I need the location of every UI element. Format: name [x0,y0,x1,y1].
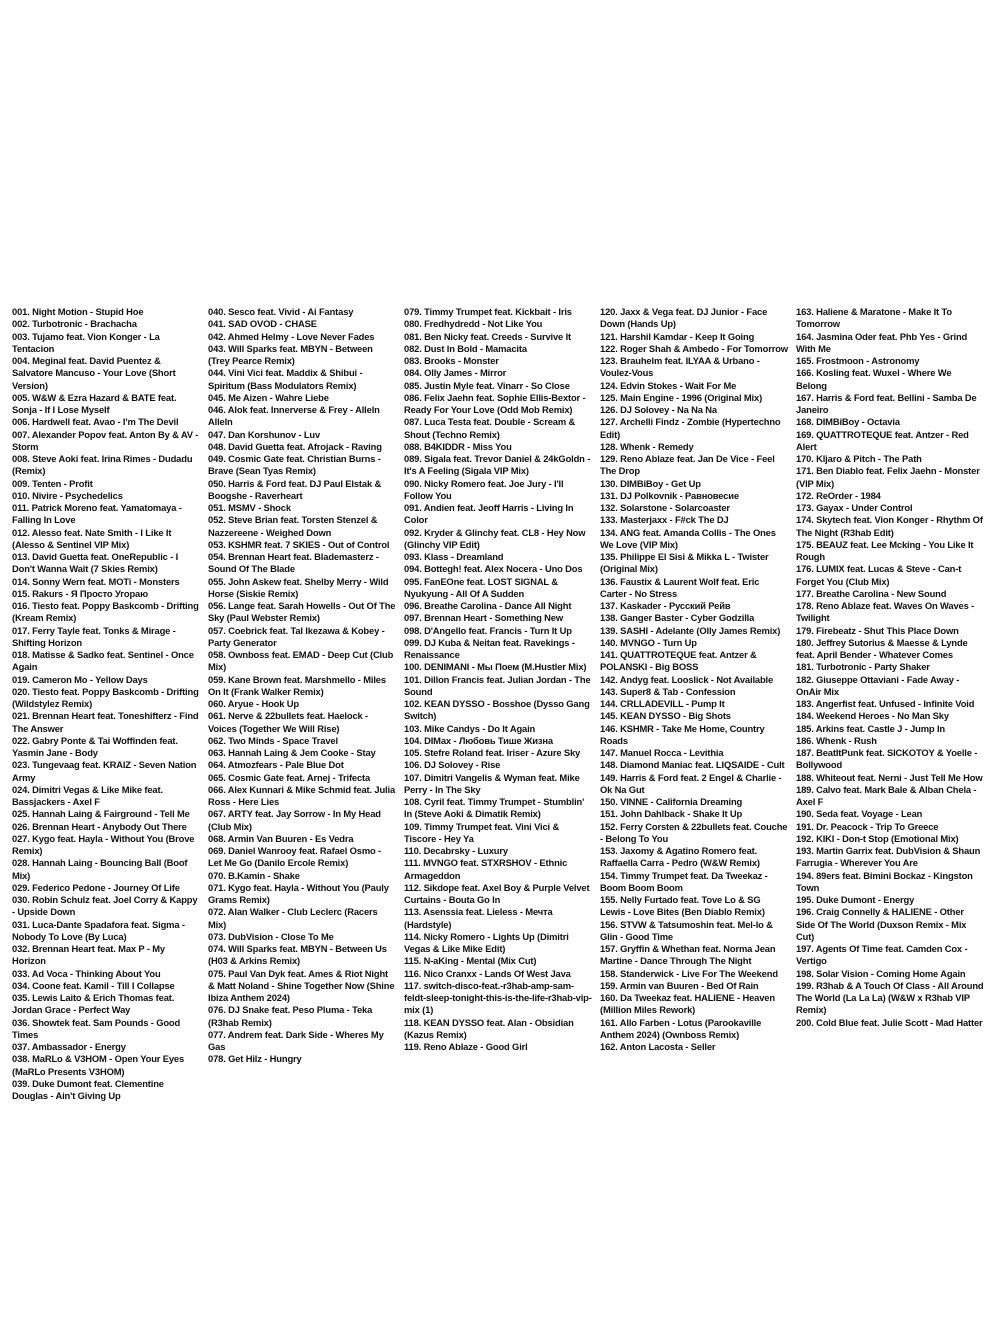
track-entry: 074. Will Sparks feat. MBYN - Between Us (H03 & Arkins Remix) [208,943,387,967]
track-entry: 121. Harshil Kamdar - Keep It Going [600,330,755,342]
track-entry: 107. Dimitri Vangelis & Wyman feat. Mike Perry - In The Sky [404,771,580,795]
track-entry: 054. Brennan Heart feat. Blademasterz - Sound Of The Blade [208,551,379,575]
track-entry: 120. Jaxx & Vega feat. DJ Junior - Face Down (Hands Up) [600,306,768,330]
track-entry: 037. Ambassador - Energy [12,1041,126,1052]
track-entry: 077. Andrem feat. Dark Side - Wheres My Gas [208,1028,384,1052]
track-entry: 190. Seda feat. Voyage - Lean [796,808,923,820]
track-entry: 010. Nivire - Psychedelics [12,489,123,501]
track-entry: 126. DJ Solovey - Na Na Na [600,404,717,415]
track-entry: 136. Faustix & Laurent Wolf feat. Eric Carter - No Stress [600,575,760,599]
track-entry: 066. Alex Kunnari & Mike Schmid feat. Julia Ross - Here Lies [208,783,396,807]
track-entry: 015. Rakurs - Я Просто Угораю [12,587,148,599]
track-entry: 151. John Dahlback - Shake It Up [600,808,743,820]
track-entry: 185. Arkins feat. Castle J - Jump In [796,722,945,734]
track-entry: 084. Olly James - Mirror [404,367,507,379]
track-entry: 191. Dr. Peacock - Trip To Greece [796,820,939,832]
track-entry: 016. Tiesto feat. Poppy Baskcomb - Drifting (Kream Remix) [12,600,199,624]
track-entry: 076. DJ Snake feat. Peso Pluma - Teka (R3hab Remix) [208,1004,373,1028]
track-entry: 101. Dillon Francis feat. Julian Jordan - The Sound [404,673,591,697]
track-entry: 062. Two Minds - Space Travel [208,734,338,746]
track-entry: 057. Coebrick feat. Tal Ikezawa & Kobey - Party Generator [208,624,385,648]
track-entry: 117. switch-disco-feat.-r3hab-amp-sam-feldt-sleep-tonight-this-is-the-life-r3hab-vip-mix (1) [404,979,592,1016]
track-entry: 147. Manuel Rocca - Levithia [600,747,724,758]
track-entry: 002. Turbotronic - Brachacha [12,318,137,330]
track-entry: 141. QUATTROTEQUE feat. Antzer & POLANSKI - Big BOSS [600,649,757,673]
track-entry: 056. Lange feat. Sarah Howells - Out Of The Sky (Paul Webster Remix) [208,600,396,624]
tracklist-column-1 [12,306,208,1102]
track-entry: 082. Dust In Bold - Mamacita [404,342,527,354]
track-entry: 040. Sesco feat. Vivid - Ai Fantasy [208,306,354,317]
track-entry: 019. Cameron Mo - Yellow Days [12,673,148,685]
track-entry: 027. Kygo feat. Hayla - Without You (Brove Remix) [12,832,195,856]
track-entry: 198. Solar Vision - Coming Home Again [796,967,966,979]
track-entry: 158. Standerwick - Live For The Weekend [600,967,778,979]
track-entry: 014. Sonny Wern feat. MOTi - Monsters [12,575,180,587]
track-entry: 093. Klass - Dreamland [404,551,504,562]
track-entry: 172. ReOrder - 1984 [796,489,881,501]
track-entry: 046. Alok feat. Innerverse & Frey - Alleln Alleln [208,404,380,428]
track-entry: 075. Paul Van Dyk feat. Ames & Riot Night & Matt Noland - Shine Together Now (Shine Ibiza Anthem 2024) [208,967,395,1003]
track-entry: 184. Weekend Heroes - No Man Sky [796,710,949,722]
track-entry: 142. Andyg feat. Looslick - Not Available [600,673,774,685]
track-entry: 096. Breathe Carolina - Dance All Night [404,600,572,611]
track-entry: 106. DJ Solovey - Rise [404,759,501,771]
tracklist-sheet [12,306,992,1101]
track-entry: 009. Tenten - Profit [12,477,93,489]
track-entry: 188. Whiteout feat. Nerni - Just Tell Me How [796,771,983,783]
track-entry: 145. KEAN DYSSO - Big Shots [600,710,731,722]
tracklist-column-2 [208,306,404,1066]
track-entry: 055. John Askew feat. Shelby Merry - Wild Horse (Siskie Remix) [208,575,389,599]
track-entry: 065. Cosmic Gate feat. Arnej - Trifecta [208,771,371,783]
track-entry: 072. Alan Walker - Club Leclerc (Racers Mix) [208,906,378,930]
track-entry: 133. Masterjaxx - F#ck The DJ [600,514,729,526]
track-entry: 042. Ahmed Helmy - Love Never Fades [208,330,375,342]
track-entry: 079. Timmy Trumpet feat. Kickbait - Iris [404,306,572,317]
track-entry: 160. Da Tweekaz feat. HALIENE - Heaven (Million Miles Rework) [600,992,775,1016]
track-entry: 018. Matisse & Sadko feat. Sentinel - Once Again [12,649,194,673]
track-entry: 182. Giuseppe Ottaviani - Fade Away - OnAir Mix [796,673,960,697]
track-entry: 061. Nerve & 22bullets feat. Haelock - Voices (Together We Will Rise) [208,710,369,734]
track-entry: 017. Ferry Tayle feat. Tonks & Mirage - Shifting Horizon [12,624,176,648]
track-entry: 099. DJ Kuba & Neitan feat. Ravekings - Renaissance [404,636,575,660]
track-entry: 053. KSHMR feat. 7 SKIES - Out of Control [208,538,390,550]
track-entry: 175. BEAUZ feat. Lee Mcking - You Like It Rough [796,538,974,562]
track-entry: 115. N-aKing - Mental (Mix Cut) [404,955,537,967]
track-entry: 033. Ad Voca - Thinking About You [12,967,161,979]
track-entry: 103. Mike Candys - Do It Again [404,722,536,734]
track-entry: 189. Calvo feat. Mark Bale & Alban Chela - Axel F [796,783,977,807]
track-entry: 071. Kygo feat. Hayla - Without You (Pauly Grams Remix) [208,881,389,905]
track-entry: 088. B4KIDDR - Miss You [404,440,512,452]
track-entry: 122. Roger Shah & Ambedo - For Tomorrow [600,342,788,354]
track-entry: 114. Nicky Romero - Lights Up (Dimitri Vegas & Like Mike Edit) [404,930,569,954]
track-entry: 193. Martin Garrix feat. DubVision & Shaun Farrugia - Wherever You Are [796,845,981,869]
track-entry: 028. Hannah Laing - Bouncing Ball (Boof Mix) [12,857,188,881]
track-entry: 166. Kosling feat. Wuxel - Where We Belong [796,367,952,391]
track-entry: 140. MVNGO - Turn Up [600,636,697,648]
track-entry: 073. DubVision - Close To Me [208,930,334,942]
track-entry: 100. DENIMANI - Мы Поем (M.Hustler Mix) [404,661,587,673]
track-entry: 155. Nelly Furtado feat. Tove Lo & SG Lewis - Love Bites (Ben Diablo Remix) [600,894,765,918]
tracklist-column-5 [796,306,992,1029]
track-entry: 013. David Guetta feat. OneRepublic - I Don't Wanna Wait (7 Skies Remix) [12,551,179,575]
track-entry: 044. Vini Vici feat. Maddix & Shibui - Spiritum (Bass Modulators Remix) [208,367,363,391]
track-entry: 164. Jasmina Oder feat. Phb Yes - Grind With Me [796,330,968,354]
track-entry: 186. Whenk - Rush [796,734,877,746]
track-entry: 080. Fredhydredd - Not Like You [404,318,543,330]
track-entry: 104. DIMax - Любовь Тише Жизна [404,734,553,746]
track-entry: 192. KIKI - Don-t Stop (Emotional Mix) [796,832,959,844]
track-entry: 197. Agents Of Time feat. Camden Cox - Vertigo [796,943,968,967]
track-entry: 176. LUMIX feat. Lucas & Steve - Can-t Forget You (Club Mix) [796,563,962,587]
track-entry: 138. Ganger Baster - Cyber Godzilla [600,612,755,624]
track-entry: 148. Diamond Maniac feat. LIQSAIDE - Cult [600,759,785,771]
track-entry: 199. R3hab & A Touch Of Class - All Around The World (La La La) (W&W x R3hab VIP Remix) [796,979,984,1016]
track-entry: 050. Harris & Ford feat. DJ Paul Elstak & Boogshe - Raverheart [208,477,382,501]
track-entry: 036. Showtek feat. Sam Pounds - Good Times [12,1016,181,1040]
track-entry: 150. VINNE - California Dreaming [600,796,743,807]
track-entry: 035. Lewis Laito & Erich Thomas feat. Jordan Grace - Perfect Way [12,992,175,1016]
track-entry: 118. KEAN DYSSO feat. Alan - Obsidian (Kazus Remix) [404,1016,574,1040]
track-entry: 144. CRLLADEVILL - Pump It [600,698,725,709]
tracklist-column-3 [404,306,600,1053]
track-entry: 196. Craig Connelly & HALIENE - Other Side Of The World (Duxson Remix - Mix Cut) [796,906,967,942]
track-entry: 092. Kryder & Glinchy feat. CL8 - Hey Now (Glinchy VIP Edit) [404,526,586,550]
track-entry: 098. D'Angello feat. Francis - Turn It Up [404,624,572,636]
track-entry: 064. Atmozfears - Pale Blue Dot [208,759,344,771]
track-entry: 119. Reno Ablaze - Good Girl [404,1041,528,1052]
track-entry: 095. FanEOne feat. LOST SIGNAL & Nyukyung - All Of A Sudden [404,575,558,599]
track-entry: 149. Harris & Ford feat. 2 Engel & Charlie - Ok Na Gut [600,771,782,795]
track-entry: 022. Gabry Ponte & Tai Woffinden feat. Yasmin Jane - Body [12,734,178,758]
track-entry: 153. Jaxomy & Agatino Romero feat. Raffaella Carra - Pedro (W&W Remix) [600,845,760,869]
track-entry: 129. Reno Ablaze feat. Jan De Vice - Feel The Drop [600,453,775,477]
track-entry: 137. Kaskader - Русский Рейв [600,600,731,611]
track-entry: 130. DIMBiBoy - Get Up [600,477,701,489]
track-entry: 165. Frostmoon - Astronomy [796,355,920,366]
track-entry: 083. Brooks - Monster [404,355,499,366]
track-entry: 004. Meginal feat. David Puentez & Salvatore Mancuso - Your Love (Short Version) [12,355,176,391]
track-entry: 173. Gayax - Under Control [796,502,913,513]
track-entry: 069. Daniel Wanrooy feat. Rafael Osmo - Let Me Go (Danilo Ercole Remix) [208,845,382,869]
track-entry: 179. Firebeatz - Shut This Place Down [796,624,959,636]
track-entry: 125. Main Engine - 1996 (Original Mix) [600,391,763,403]
track-entry: 163. Haliene & Maratone - Make It To Tomorrow [796,306,952,330]
track-entry: 085. Justin Myle feat. Vinarr - So Close [404,379,570,391]
track-entry: 026. Brennan Heart - Anybody Out There [12,820,187,832]
track-entry: 031. Luca-Dante Spadafora feat. Sigma - Nobody To Love (By Luca) [12,918,185,942]
track-entry: 168. DIMBiBoy - Octavia [796,416,900,428]
track-entry: 170. Kljaro & Pitch - The Path [796,453,922,464]
track-entry: 048. David Guetta feat. Afrojack - Raving [208,440,382,452]
track-entry: 003. Tujamo feat. Vion Konger - La Tentacion [12,330,160,354]
track-entry: 116. Nico Cranxx - Lands Of West Java [404,967,571,979]
track-entry: 180. Jeffrey Sutorius & Maesse & Lynde feat. April Bender - Whatever Comes [796,636,968,660]
track-entry: 025. Hannah Laing & Fairground - Tell Me [12,808,190,820]
track-entry: 058. Ownboss feat. EMAD - Deep Cut (Club Mix) [208,649,394,673]
track-entry: 111. MVNGO feat. STXRSHOV - Ethnic Armageddon [404,857,568,881]
track-entry: 113. Asenssia feat. Lieless - Мечта (Hardstyle) [404,906,553,930]
track-entry: 171. Ben Diablo feat. Felix Jaehn - Monster (VIP Mix) [796,465,980,489]
track-entry: 105. Stefre Roland feat. Iriser - Azure Sky [404,747,581,758]
track-entry: 012. Alesso feat. Nate Smith - I Like It (Alesso & Sentinel VIP Mix) [12,526,172,550]
track-entry: 034. Coone feat. Kamil - Till I Collapse [12,979,175,991]
track-entry: 068. Armin Van Buuren - Es Vedra [208,832,354,844]
track-entry: 052. Steve Brian feat. Torsten Stenzel & Nazzereene - Weighed Down [208,514,378,538]
track-entry: 181. Turbotronic - Party Shaker [796,661,930,673]
track-entry: 067. ARTY feat. Jay Sorrow - In My Head (Club Mix) [208,808,381,832]
track-entry: 008. Steve Aoki feat. Irina Rimes - Dudadu (Remix) [12,453,193,477]
track-entry: 006. Hardwell feat. Avao - I'm The Devil [12,416,179,428]
track-entry: 200. Cold Blue feat. Julie Scott - Mad Hatter [796,1016,983,1028]
track-entry: 063. Hannah Laing & Jem Cooke - Stay [208,747,376,758]
track-entry: 132. Solarstone - Solarcoaster [600,502,730,513]
track-entry: 043. Will Sparks feat. MBYN - Between (Trey Pearce Remix) [208,342,373,366]
track-entry: 156. STVW & Tatsumoshin feat. Mel-lo & Glin - Good Time [600,918,773,942]
track-entry: 032. Brennan Heart feat. Max P - My Horizon [12,943,165,967]
track-entry: 081. Ben Nicky feat. Creeds - Survive It [404,330,571,342]
track-entry: 023. Tungevaag feat. KRAIZ - Seven Nation Army [12,759,197,783]
track-entry: 124. Edvin Stokes - Wait For Me [600,379,737,391]
track-entry: 123. Brauhelm feat. ILYAA & Urbano - Voulez-Vous [600,355,760,379]
track-entry: 049. Cosmic Gate feat. Christian Burns - Brave (Sean Tyas Remix) [208,453,381,477]
track-entry: 157. Gryffin & Whethan feat. Norma Jean Martine - Dance Through The Night [600,943,776,967]
track-entry: 011. Patrick Moreno feat. Yamatomaya - Falling In Love [12,502,182,526]
track-entry: 005. W&W & Ezra Hazard & BATE feat. Sonja - If I Lose Myself [12,391,177,415]
track-entry: 146. KSHMR - Take Me Home, Country Roads [600,722,765,746]
track-entry: 047. Dan Korshunov - Luv [208,428,321,440]
track-entry: 183. Angerfist feat. Unfused - Infinite Void [796,698,975,709]
track-entry: 087. Luca Testa feat. Double - Scream & Shout (Techno Remix) [404,416,576,440]
track-entry: 195. Duke Dumont - Energy [796,894,915,905]
track-entry: 051. MSMV - Shock [208,502,291,513]
track-entry: 078. Get Hilz - Hungry [208,1053,302,1065]
track-entry: 135. Philippe El Sisi & Mikka L - Twister (Original Mix) [600,551,769,575]
track-entry: 045. Me Aizen - Wahre Liebe [208,391,329,403]
track-entry: 154. Timmy Trumpet feat. Da Tweekaz - Boom Boom Boom [600,869,768,893]
track-entry: 090. Nicky Romero feat. Joe Jury - I'll Follow You [404,477,564,501]
track-entry: 143. Super8 & Tab - Confession [600,685,736,697]
track-entry: 086. Felix Jaehn feat. Sophie Ellis-Bextor - Ready For Your Love (Odd Mob Remix) [404,391,586,415]
track-entry: 001. Night Motion - Stupid Hoe [12,306,144,317]
track-entry: 109. Timmy Trumpet feat. Vini Vici & Tiscore - Hey Ya [404,820,560,844]
track-entry: 091. Andien feat. Jeoff Harris - Living In Color [404,502,574,526]
track-entry: 131. DJ Polkovnik - Равновесие [600,489,739,501]
tracklist-column-4 [600,306,796,1053]
track-entry: 097. Brennan Heart - Something New [404,612,563,624]
track-entry: 094. Bottegh! feat. Alex Nocera - Uno Dos [404,563,583,575]
track-entry: 167. Harris & Ford feat. Bellini - Samba De Janeiro [796,391,977,415]
track-entry: 007. Alexander Popov feat. Anton By & AV - Storm [12,428,199,452]
track-entry: 041. SAD OVOD - CHASE [208,318,317,330]
track-entry: 030. Robin Schulz feat. Joel Corry & Kappy - Upside Down [12,894,198,918]
track-entry: 162. Anton Lacosta - Seller [600,1041,716,1052]
track-entry: 024. Dimitri Vegas & Like Mike feat. Bassjackers - Axel F [12,783,163,807]
track-entry: 112. Sikdope feat. Axel Boy & Purple Velvet Curtains - Bouta Go In [404,881,590,905]
track-entry: 178. Reno Ablaze feat. Waves On Waves - Twilight [796,600,975,624]
track-entry: 102. KEAN DYSSO - Bosshoe (Dysso Gang Switch) [404,698,590,722]
track-entry: 110. Decabrsky - Luxury [404,845,508,856]
track-entry: 128. Whenk - Remedy [600,440,694,452]
track-entry: 020. Tiesto feat. Poppy Baskcomb - Drifting (Wildstylez Remix) [12,685,199,709]
track-entry: 134. ANG feat. Amanda Collis - The Ones We Love (VIP Mix) [600,526,776,550]
track-entry: 059. Kane Brown feat. Marshmello - Miles On It (Frank Walker Remix) [208,673,386,697]
track-entry: 029. Federico Pedone - Journey Of Life [12,881,180,893]
track-entry: 139. SASHI - Adelante (Olly James Remix) [600,624,781,636]
track-entry: 152. Ferry Corsten & 22bullets feat. Couche - Belong To You [600,820,788,844]
track-entry: 169. QUATTROTEQUE feat. Antzer - Red Alert [796,428,969,452]
track-entry: 177. Breathe Carolina - New Sound [796,587,947,599]
track-entry: 174. Skytech feat. Vion Konger - Rhythm Of The Night (R3hab Edit) [796,514,983,538]
track-entry: 187. BeatItPunk feat. SICKOTOY & Yoelle - Bollywood [796,747,978,771]
track-entry: 070. B.Kamin - Shake [208,869,300,881]
track-entry: 038. MaRLo & V3HOM - Open Your Eyes (MaRLo Presents V3HOM) [12,1053,185,1077]
track-entry: 021. Brennan Heart feat. Toneshifterz - Find The Answer [12,710,199,734]
track-entry: 089. Sigala feat. Trevor Daniel & 24kGoldn - It's A Feeling (Sigala VIP Mix) [404,453,591,477]
track-entry: 194. 89ers feat. Bimini Bockaz - Kingston Town [796,869,973,893]
track-entry: 161. Allo Farben - Lotus (Parookaville Anthem 2024) (Ownboss Remix) [600,1016,762,1040]
track-entry: 060. Aryue - Hook Up [208,698,299,709]
track-entry: 108. Cyril feat. Timmy Trumpet - Stumblin' In (Steve Aoki & Dimatik Remix) [404,796,585,820]
track-entry: 039. Duke Dumont feat. Clementine Douglas - Ain't Giving Up [12,1077,164,1101]
track-entry: 159. Armin van Buuren - Bed Of Rain [600,979,759,991]
track-entry: 127. Archelli Findz - Zombie (Hypertechno Edit) [600,416,781,440]
